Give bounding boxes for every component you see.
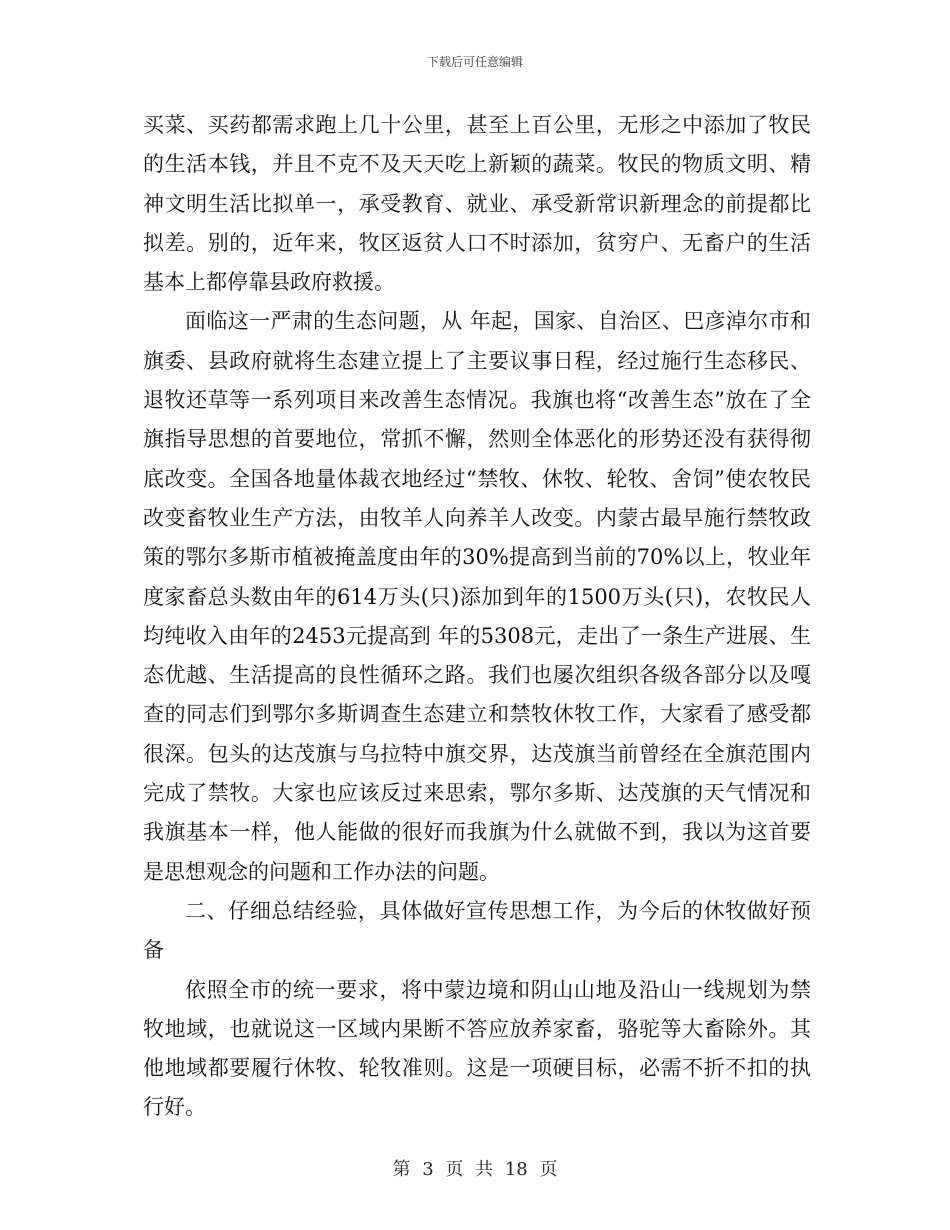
paragraph-2: 面临这一严肃的生态问题，从 年起，国家、自治区、巴彦淖尔市和旗委、县政府就将生态建立提上了主要议事日程，经过施行生态移民、退牧还草等一系列项目来改善生态情况。我旗也将“改善生态”放在了全旗指导思想的首要地位，常抓不懈，然则全体恶化的形势还没有获得彻底改变。全国各地量体裁衣地经过“禁牧、休牧、轮牧、舍饲”使农牧民改变畜牧业生产方法，由牧羊人向养羊人改变。内蒙古最早施行禁牧政策的鄂尔多斯市植被掩盖度由年的30%提高到当前的70%以上，牧业年度家畜总头数由年的614万头(只)添加到年的1500万头(只)，农牧民人均纯收入由年的2453元提高到 年的5308元，走出了一条生产进展、生态优越、生活提高的良性循环之路。我们也屡次组织各级各部分以及嘎查的同志们到鄂尔多斯调查生态建立和禁牧休牧工作，大家看了感受都很深。包头的达茂旗与乌拉特中旗交界，达茂旗当前曾经在全旗范围内完成了禁牧。大家也应该反过来思索，鄂尔多斯、达茂旗的天气情况和我旗基本一样，他人能做的很好而我旗为什么就做不到，我以为这首要是思想观念的问题和工作办法的问题。 bbox=[143, 309, 811, 884]
section-heading-2: 二、仔细总结经验，具体做好宣传思想工作，为今后的休牧做好预备 bbox=[143, 898, 811, 963]
page-number-footer: 第 3 页 共 18 页 bbox=[392, 1159, 558, 1180]
document-body bbox=[143, 106, 811, 1128]
page-header-note: 下载后可任意编辑 bbox=[426, 55, 523, 69]
paragraph-3: 依照全市的统一要求，将中蒙边境和阴山山地及沿山一线规划为禁牧地域，也就说这一区域内果断不答应放养家畜，骆驼等大畜除外。其他地域都要履行休牧、轮牧准则。这是一项硬目标，必需不折不扣的执行好。 bbox=[143, 977, 811, 1120]
paragraph-1: 买菜、买药都需求跑上几十公里，甚至上百公里，无形之中添加了牧民的生活本钱，并且不克不及天天吃上新颖的蔬菜。牧民的物质文明、精神文明生活比拟单一，承受教育、就业、承受新常识新理念的前提都比拟差。别的，近年来，牧区返贫人口不时添加，贫穷户、无畜户的生活基本上都停靠县政府救援。 bbox=[143, 113, 811, 295]
